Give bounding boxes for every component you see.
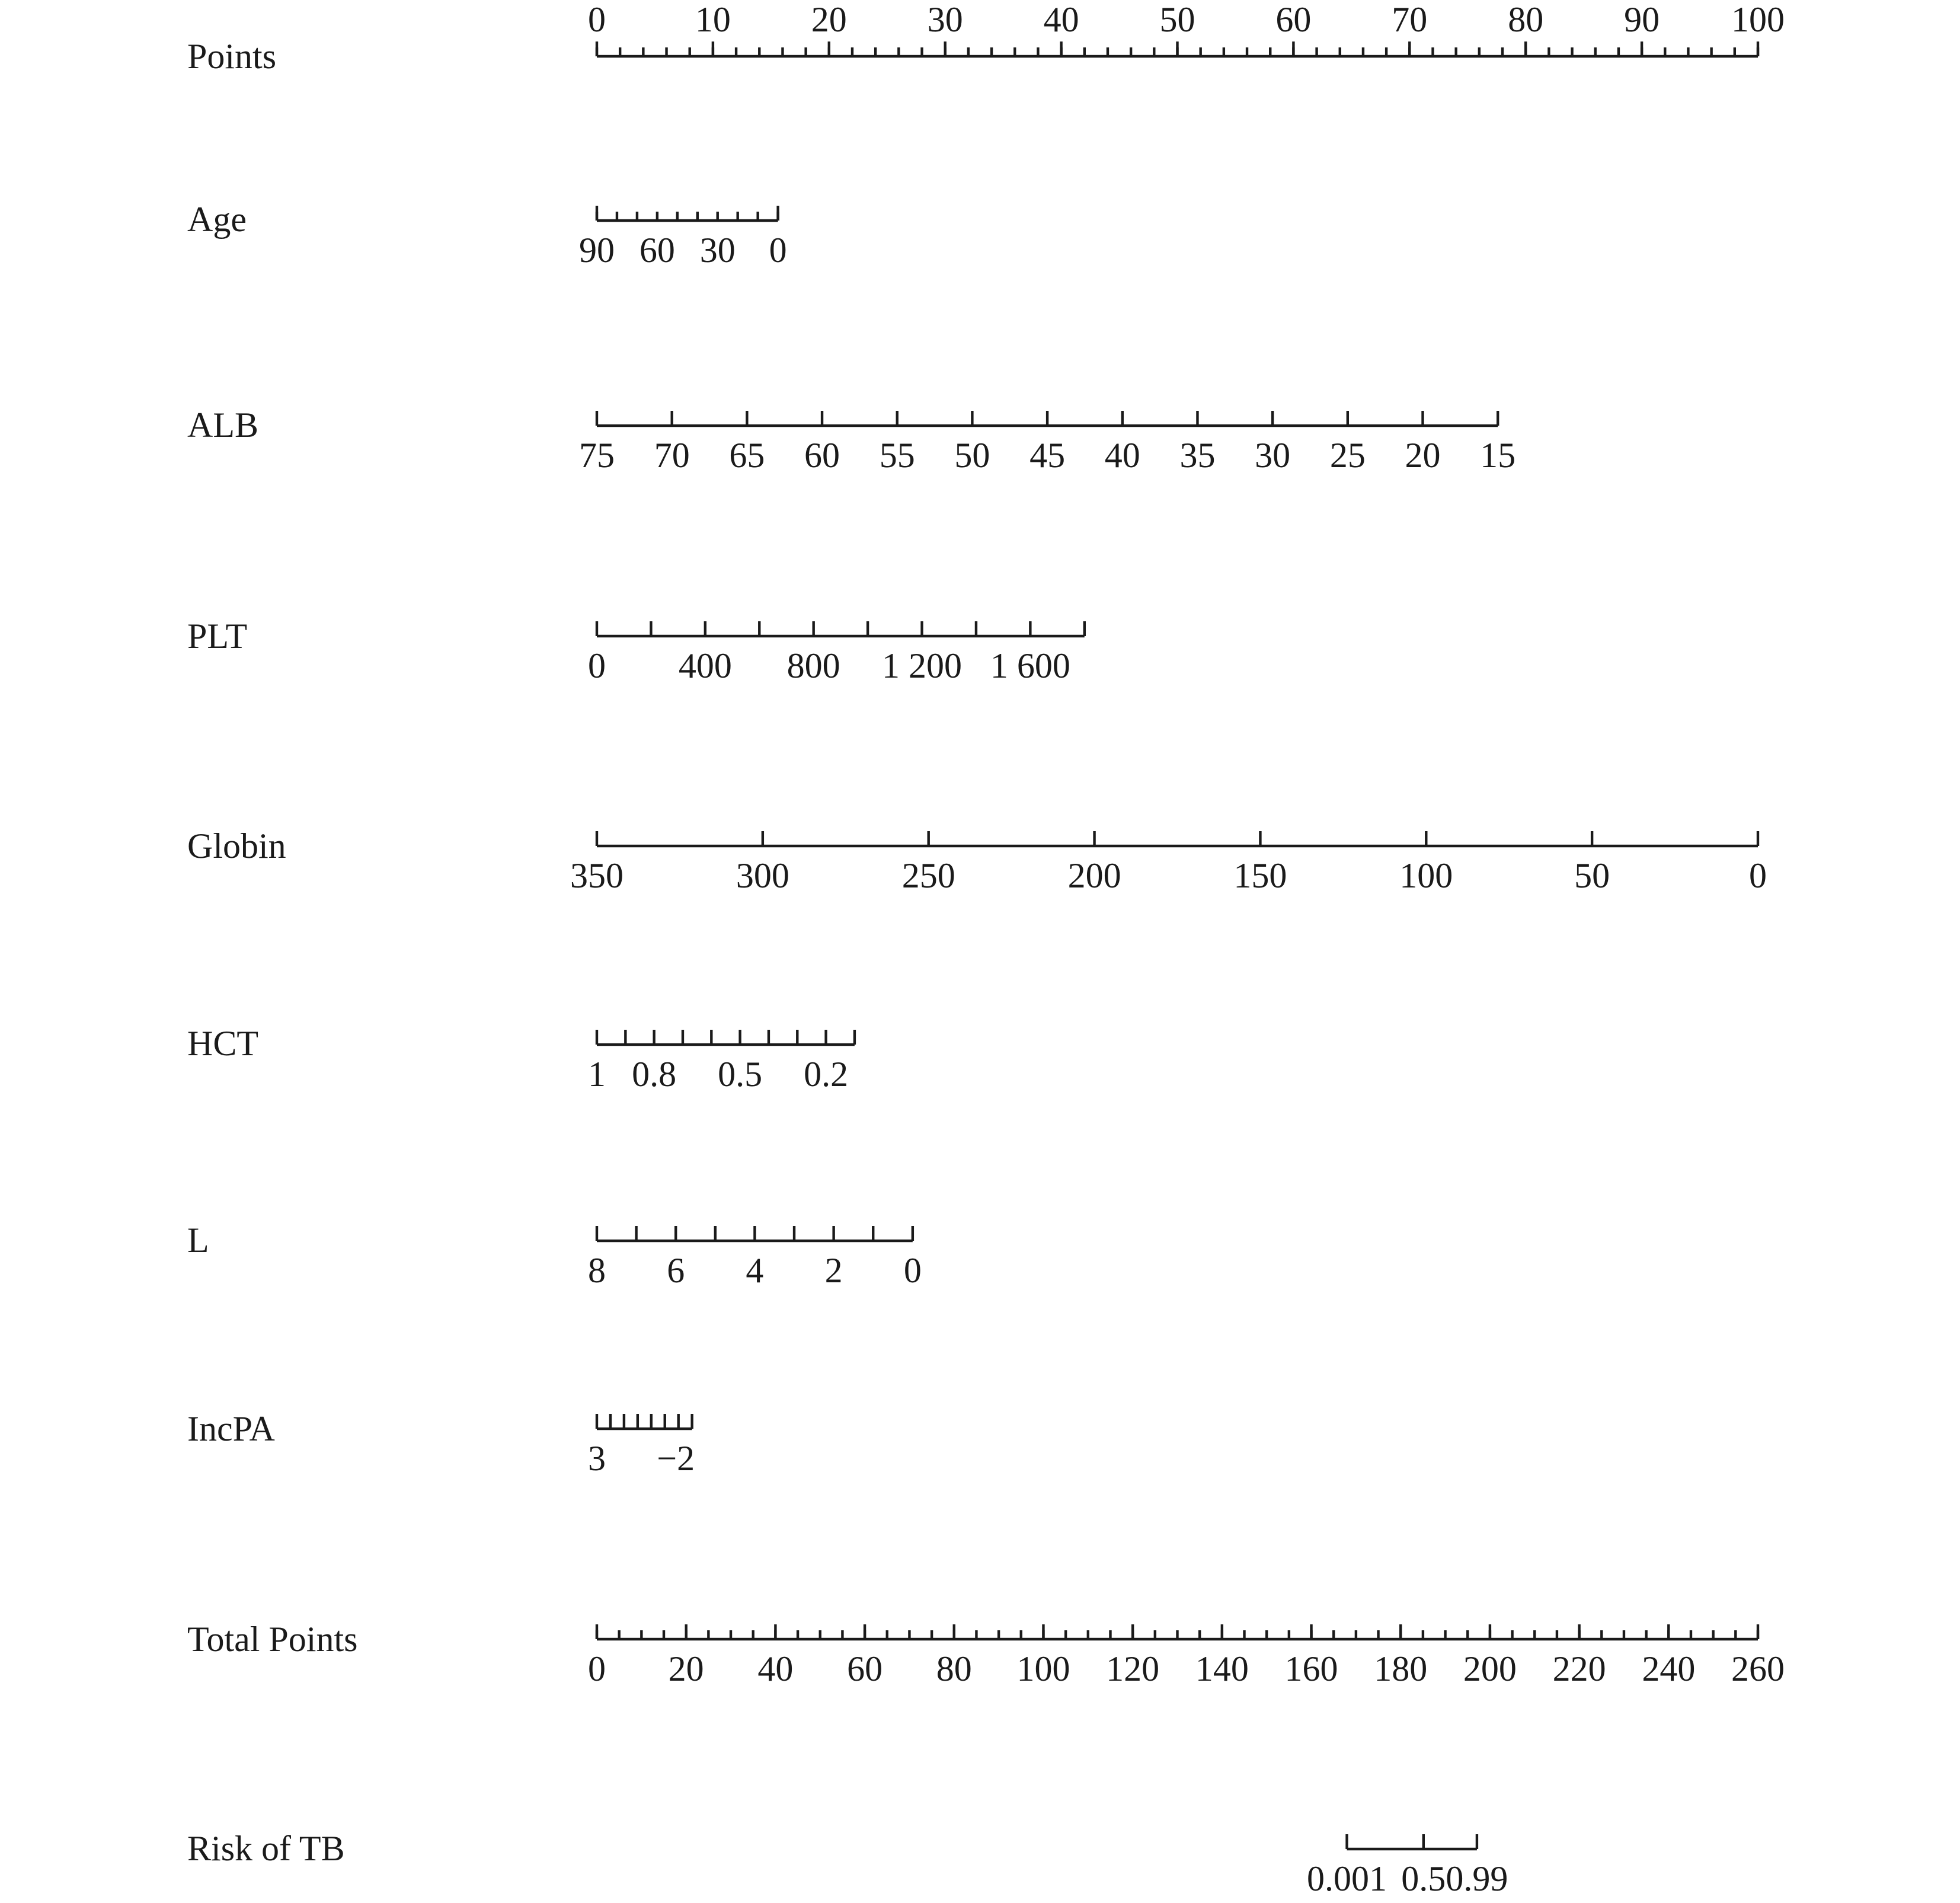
tick-label-alb: 35	[1179, 436, 1216, 475]
tick-label-hct: 0.2	[804, 1055, 849, 1094]
tick-label-alb: 50	[954, 436, 990, 475]
tick-label-age: 90	[579, 231, 615, 270]
tick-label-l: 0	[903, 1251, 922, 1290]
tick-label-age: 0	[769, 231, 787, 270]
tick-label-plt: 800	[786, 646, 840, 685]
tick-label-risk: 0.001	[1307, 1859, 1387, 1898]
tick-label-alb: 30	[1255, 436, 1291, 475]
tick-label-age: 30	[699, 231, 736, 270]
tick-label-points: 30	[927, 0, 963, 39]
tick-label-globin: 250	[901, 856, 955, 895]
tick-label-total-points: 100	[1016, 1649, 1070, 1688]
scale-label-risk: Risk of TB	[187, 1829, 345, 1868]
tick-label-l: 2	[824, 1251, 843, 1290]
tick-label-plt: 0	[588, 646, 606, 685]
tick-label-total-points: 0	[588, 1649, 606, 1688]
tick-label-points: 70	[1392, 0, 1428, 39]
scale-label-total-points: Total Points	[187, 1620, 358, 1659]
tick-label-globin: 50	[1574, 856, 1610, 895]
tick-label-alb: 70	[654, 436, 690, 475]
tick-label-l: 4	[746, 1251, 764, 1290]
tick-label-points: 50	[1159, 0, 1195, 39]
tick-label-alb: 60	[804, 436, 840, 475]
tick-label-globin: 350	[570, 856, 624, 895]
tick-label-globin: 150	[1233, 856, 1287, 895]
scale-label-globin: Globin	[187, 826, 286, 866]
tick-label-alb: 55	[879, 436, 915, 475]
tick-label-risk: 0.99	[1446, 1859, 1508, 1898]
tick-label-points: 80	[1508, 0, 1544, 39]
tick-label-points: 40	[1043, 0, 1079, 39]
tick-label-l: 6	[667, 1251, 685, 1290]
tick-label-alb: 65	[729, 436, 765, 475]
tick-label-points: 10	[695, 0, 731, 39]
tick-label-alb: 20	[1405, 436, 1441, 475]
tick-label-total-points: 240	[1642, 1649, 1696, 1688]
tick-label-hct: 0.5	[718, 1055, 763, 1094]
scale-label-points: Points	[187, 37, 277, 76]
tick-label-alb: 40	[1104, 436, 1140, 475]
tick-label-total-points: 140	[1195, 1649, 1249, 1688]
tick-label-plt: 1 200	[882, 646, 963, 685]
tick-label-points: 100	[1731, 0, 1785, 39]
tick-label-age: 60	[639, 231, 675, 270]
tick-label-points: 90	[1624, 0, 1660, 39]
tick-label-total-points: 40	[757, 1649, 794, 1688]
tick-label-globin: 300	[736, 856, 789, 895]
scale-label-incpa: IncPA	[187, 1409, 275, 1448]
tick-label-l: 8	[588, 1251, 606, 1290]
tick-label-total-points: 220	[1552, 1649, 1606, 1688]
tick-label-points: 0	[588, 0, 606, 39]
tick-label-incpa: −2	[657, 1439, 695, 1478]
tick-label-plt: 1 600	[990, 646, 1070, 685]
tick-label-risk: 0.5	[1401, 1859, 1446, 1898]
tick-label-alb: 75	[579, 436, 615, 475]
tick-label-alb: 15	[1480, 436, 1516, 475]
tick-label-points: 20	[811, 0, 847, 39]
tick-label-total-points: 160	[1284, 1649, 1338, 1688]
tick-label-total-points: 60	[847, 1649, 883, 1688]
tick-label-globin: 200	[1067, 856, 1121, 895]
tick-label-total-points: 200	[1463, 1649, 1517, 1688]
tick-label-hct: 0.8	[632, 1055, 677, 1094]
tick-label-hct: 1	[588, 1055, 606, 1094]
tick-label-alb: 25	[1329, 436, 1366, 475]
tick-label-plt: 400	[678, 646, 732, 685]
tick-label-points: 60	[1275, 0, 1312, 39]
tick-label-total-points: 180	[1374, 1649, 1428, 1688]
tick-label-total-points: 120	[1106, 1649, 1160, 1688]
tick-label-alb: 45	[1029, 436, 1066, 475]
tick-label-incpa: 3	[588, 1439, 606, 1478]
scale-label-l: L	[187, 1221, 209, 1260]
scale-label-plt: PLT	[187, 617, 248, 656]
tick-label-globin: 100	[1399, 856, 1453, 895]
scale-label-hct: HCT	[187, 1024, 258, 1063]
scale-label-alb: ALB	[187, 405, 258, 445]
tick-label-total-points: 20	[668, 1649, 704, 1688]
tick-label-total-points: 260	[1731, 1649, 1785, 1688]
tick-label-total-points: 80	[936, 1649, 972, 1688]
scale-label-age: Age	[187, 200, 247, 239]
tick-label-globin: 0	[1749, 856, 1767, 895]
